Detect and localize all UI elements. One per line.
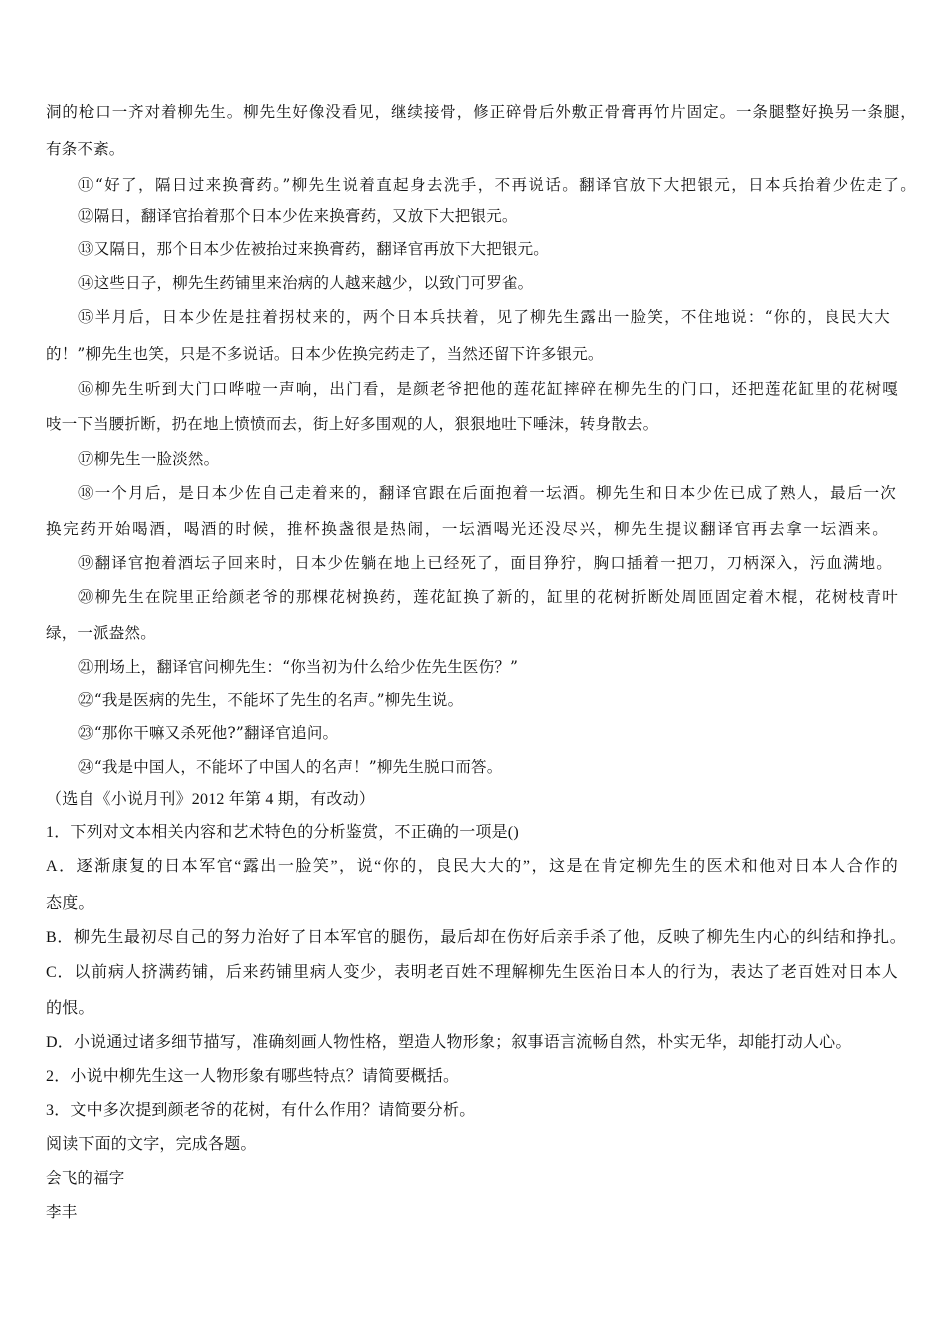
paragraph-11: ⑪“好了，隔日过来换膏药。”柳先生说着直起身去洗手，不再说话。翻译官放下大把银元，日本兵抬着少佐走了。 (78, 176, 916, 194)
question-3: 3．文中多次提到颜老爷的花树，有什么作用？请简要分析。 (46, 1102, 476, 1119)
paragraph-22: ㉒“我是医病的先生，不能坏了先生的名声。”柳先生说。 (78, 691, 464, 709)
paragraph-15-line-1: ⑮半月后，日本少佐是拄着拐杖来的，两个日本兵扶着，见了柳先生露出一脸笑，不住地说：“你的，良民大大 (78, 308, 890, 326)
paragraph-17: ⑰柳先生一脸淡然。 (78, 450, 220, 468)
paragraph-23: ㉓“那你干嘛又杀死他?”翻译官追问。 (78, 724, 339, 742)
paragraph-18-line-1: ⑱一个月后，是日本少佐自己走着来的，翻译官跟在后面抱着一坛酒。柳先生和日本少佐已成了熟人，最后一次 (78, 484, 896, 502)
paragraph-16-line-2: 吱一下当腰折断，扔在地上愤愤而去，街上好多围观的人，狠狠地吐下唾沫，转身散去。 (46, 415, 659, 433)
paragraph-21: ㉑刑场上，翻译官问柳先生：“你当初为什么给少佐先生医伤？” (78, 658, 519, 676)
paragraph-12: ⑫隔日，翻译官抬着那个日本少佐来换膏药，又放下大把银元。 (78, 207, 518, 225)
question-1-option-b: B．柳先生最初尽自己的努力治好了日本军官的腿伤，最后却在伤好后亲手杀了他，反映了柳先生内心的纠结和挣扎。 (46, 929, 906, 946)
paragraph-10-line-1: 洞的枪口一齐对着柳先生。柳先生好像没看见，继续接骨，修正碎骨后外敷正骨膏再竹片固定。一条腿整好换另一条腿， (46, 103, 916, 121)
question-1-option-c-line-1: C．以前病人挤满药铺，后来药铺里病人变少，表明老百姓不理解柳先生医治日本人的行为，表达了老百姓对日本人 (46, 964, 898, 981)
paragraph-16-line-1: ⑯柳先生听到大门口哗啦一声响，出门看，是颜老爷把他的莲花缸摔碎在柳先生的门口，还把莲花缸里的花树嘎 (78, 380, 898, 398)
paragraph-15-line-2: 的！”柳先生也笑，只是不多说话。日本少佐换完药走了，当然还留下许多银元。 (46, 345, 604, 363)
paragraph-13: ⑬又隔日，那个日本少佐被抬过来换膏药，翻译官再放下大把银元。 (78, 240, 550, 258)
reading-instruction: 阅读下面的文字，完成各题。 (46, 1136, 257, 1153)
paragraph-19: ⑲翻译官抱着酒坛子回来时，日本少佐躺在地上已经死了，面目狰狞，胸口插着一把刀，刀柄深入，污血满地。 (78, 554, 892, 572)
paragraph-18-line-2: 换完药开始喝酒，喝酒的时候，推杯换盏很是热闹，一坛酒喝光还没尽兴，柳先生提议翻译官再去拿一坛酒来。 (46, 520, 888, 538)
question-1: 1．下列对文本相关内容和艺术特色的分析鉴赏，不正确的一项是() (46, 824, 519, 841)
question-1-option-a-line-1: A．逐渐康复的日本军官“露出一脸笑”，说“你的，良民大大的”，这是在肯定柳先生的医术和他对日本人合作的 (46, 858, 898, 875)
paragraph-10-line-2: 有条不紊。 (46, 140, 125, 158)
paragraph-24: ㉔“我是中国人，不能坏了中国人的名声！”柳先生脱口而答。 (78, 758, 503, 776)
question-1-option-d: D．小说通过诸多细节描写，准确刻画人物性格，塑造人物形象；叙事语言流畅自然，朴实无华，却能打动人心。 (46, 1034, 852, 1051)
story-title: 会飞的福字 (46, 1169, 125, 1187)
paragraph-20-line-1: ⑳柳先生在院里正给颜老爷的那棵花树换药，莲花缸换了新的，缸里的花树折断处周匝固定着木棍，花树枝青叶 (78, 588, 898, 606)
story-author: 李丰 (46, 1203, 78, 1221)
paragraph-14: ⑭这些日子，柳先生药铺里来治病的人越来越少，以致门可罗雀。 (78, 274, 534, 292)
source-citation: （选自《小说月刊》2012 年第 4 期，有改动） (46, 791, 376, 808)
question-1-option-a-line-2: 态度。 (46, 895, 95, 912)
question-2: 2．小说中柳先生这一人物形象有哪些特点？请简要概括。 (46, 1068, 460, 1085)
question-1-option-c-line-2: 的恨。 (46, 1000, 95, 1017)
paragraph-20-line-2: 绿，一派盎然。 (46, 624, 156, 642)
